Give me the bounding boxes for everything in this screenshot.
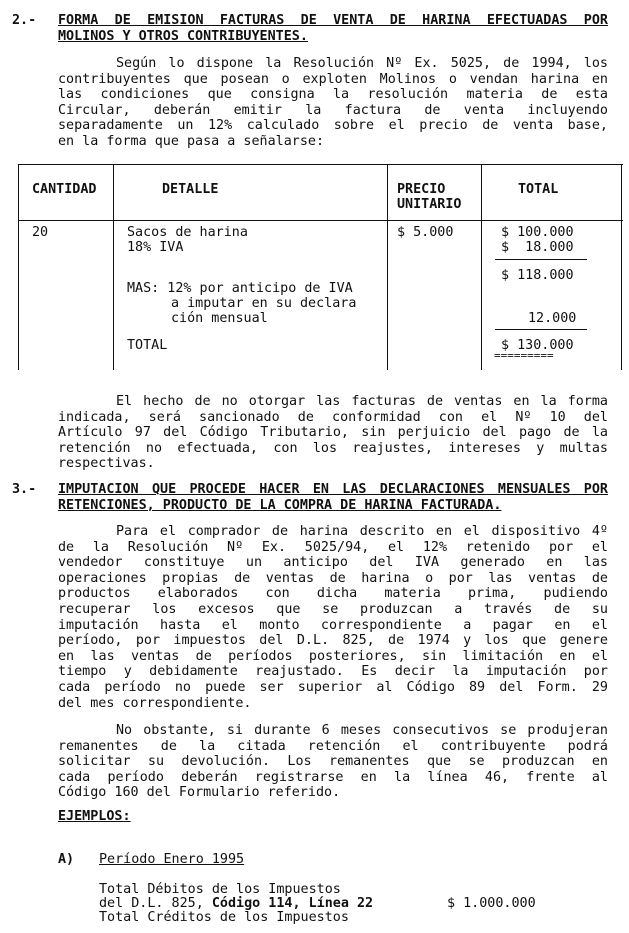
header-unitario: UNITARIO: [397, 197, 462, 212]
para-line: operaciones propias de ventas de harina o por las ventas de: [58, 570, 608, 586]
para-line: tiempo y debidamente reajustado. Es decir la imputación por: [58, 664, 608, 680]
table-col-divider: [387, 164, 388, 370]
section-2-heading-line-2: MOLINOS Y OTROS CONTRIBUYENTES.: [58, 28, 308, 44]
para-line: en las ventas de períodos posteriores, sin limitación en el: [58, 648, 608, 664]
para-line: contribuyentes que posean o exploten Molinos o vendan harina en: [58, 71, 608, 87]
para-line: Para el comprador de harina descrito en el dispositivo 4º: [116, 524, 608, 539]
para-line: imputación hasta el monto correspondiente a pagar en el: [58, 617, 608, 633]
invoice-table: [18, 164, 623, 370]
header-detalle: DETALLE: [162, 182, 219, 197]
para-line: remanentes de la citada retención el contribuyente podrá: [58, 738, 608, 754]
table-header-border: [18, 220, 623, 221]
cell-mas-line-3: ción mensual: [171, 311, 268, 326]
para-line: vendedor constituye un anticipo del IVA generado en las: [58, 555, 608, 571]
cell-mas-value: 12.000: [528, 311, 577, 326]
para-line: del mes correspondiente.: [58, 695, 252, 711]
table-top-border: [18, 164, 623, 165]
section-3-heading-line-1: IMPUTACION QUE PROCEDE HACER EN LAS DECLARACIONES MENSUALES POR: [58, 482, 608, 497]
section-2-paragraph: [58, 56, 608, 150]
header-total: TOTAL: [518, 182, 559, 197]
section-3-heading-line-2: RETENCIONES, PRODUCTO DE LA COMPRA DE HARINA FACTURADA.: [58, 497, 502, 513]
cell-total-18000: $ 18.000: [501, 240, 574, 255]
section-2-number: 2.-: [12, 13, 37, 28]
table-col-divider: [481, 164, 482, 370]
para-line: respectivas.: [58, 456, 155, 472]
para-line: retención no efectuada, con los reajustes, intereses y multas: [58, 440, 608, 456]
cell-quantity: 20: [32, 225, 49, 240]
cell-unit-price: $ 5.000: [397, 225, 454, 240]
cell-total-100000: $ 100.000: [501, 225, 574, 240]
total-rule: [495, 329, 587, 330]
example-line-dl825-code: Código 114, Línea 22: [211, 896, 374, 911]
example-line-dl825-prefix: del D.L. 825,: [99, 896, 212, 911]
table-col-divider: [113, 164, 114, 370]
example-value-debitos: $ 1.000.000: [447, 896, 536, 911]
example-a-title: Período Enero 1995: [99, 852, 245, 867]
para-line: El hecho de no otorgar las facturas de ventas en la forma: [116, 394, 608, 409]
para-line: Circular, deberán emitir la factura de venta incluyendo: [58, 102, 608, 118]
section-3-paragraph-1: [58, 524, 608, 711]
sanction-paragraph: [58, 394, 608, 472]
para-line: de la Resolución Nº Ex. 5025/94, el 12% retenido por el: [58, 539, 608, 555]
table-border-right: [621, 164, 622, 370]
para-line: productos elaborados con dicha materia prima, pudiendo: [58, 586, 608, 602]
cell-mas-line-2: a imputar en su declara: [171, 296, 357, 311]
subtotal-rule: [495, 259, 587, 260]
para-line: No obstante, si durante 6 meses consecutivos se produjeran: [116, 723, 608, 738]
para-line: Código 160 del Formulario referido.: [58, 785, 341, 801]
table-border-left: [18, 164, 19, 370]
example-line-creditos: Total Créditos de los Impuestos: [99, 910, 349, 925]
cell-detail-iva: 18% IVA: [127, 240, 184, 255]
cell-mas-line-1: MAS: 12% por anticipo de IVA: [127, 281, 353, 296]
section-3-heading: [58, 482, 608, 513]
para-line: en la forma que pasa a señalarse:: [58, 133, 325, 149]
para-line: cada período deberán registrarse en la línea 46, frente al: [58, 769, 608, 785]
cell-total-value: $ 130.000: [501, 338, 574, 353]
examples-title: EJEMPLOS:: [58, 809, 131, 824]
header-cantidad: CANTIDAD: [32, 182, 97, 197]
para-line: las condiciones que consigna la resolución materia de esta: [58, 87, 608, 103]
example-a-letter: A): [58, 852, 75, 867]
section-2-heading: [58, 13, 608, 44]
para-line: cada período no puede ser superior al Código 89 del Form. 29: [58, 679, 608, 695]
para-line: solicitar su devolución. Los remanentes que se produzcan en: [58, 754, 608, 770]
para-line: período, por impuestos del D.L. 825, de 1974 y los que genere: [58, 633, 608, 649]
para-line: Según lo dispone la Resolución Nº Ex. 5025, de 1994, los: [116, 56, 608, 71]
para-line: indicada, será sancionado de conformidad con el Nº 10 del: [58, 409, 608, 425]
cell-detail-sacos: Sacos de harina: [127, 225, 248, 240]
para-line: Artículo 97 del Código Tributario, sin perjuicio del pago de la: [58, 425, 608, 441]
cell-subtotal: $ 118.000: [501, 268, 574, 283]
para-line: separadamente un 12% calculado sobre el precio de venta base,: [58, 118, 608, 134]
example-line-debitos: Total Débitos de los Impuestos: [99, 882, 341, 897]
double-rule: =========: [494, 349, 554, 362]
cell-total-label: TOTAL: [127, 338, 168, 353]
header-precio: PRECIO: [397, 182, 446, 197]
para-line: recuperar los excesos que se produzcan a través de su: [58, 601, 608, 617]
section-3-paragraph-2: [58, 723, 608, 801]
section-3-number: 3.-: [12, 482, 37, 497]
section-2-heading-line-1: FORMA DE EMISION FACTURAS DE VENTA DE HARINA EFECTUADAS POR: [58, 13, 608, 28]
